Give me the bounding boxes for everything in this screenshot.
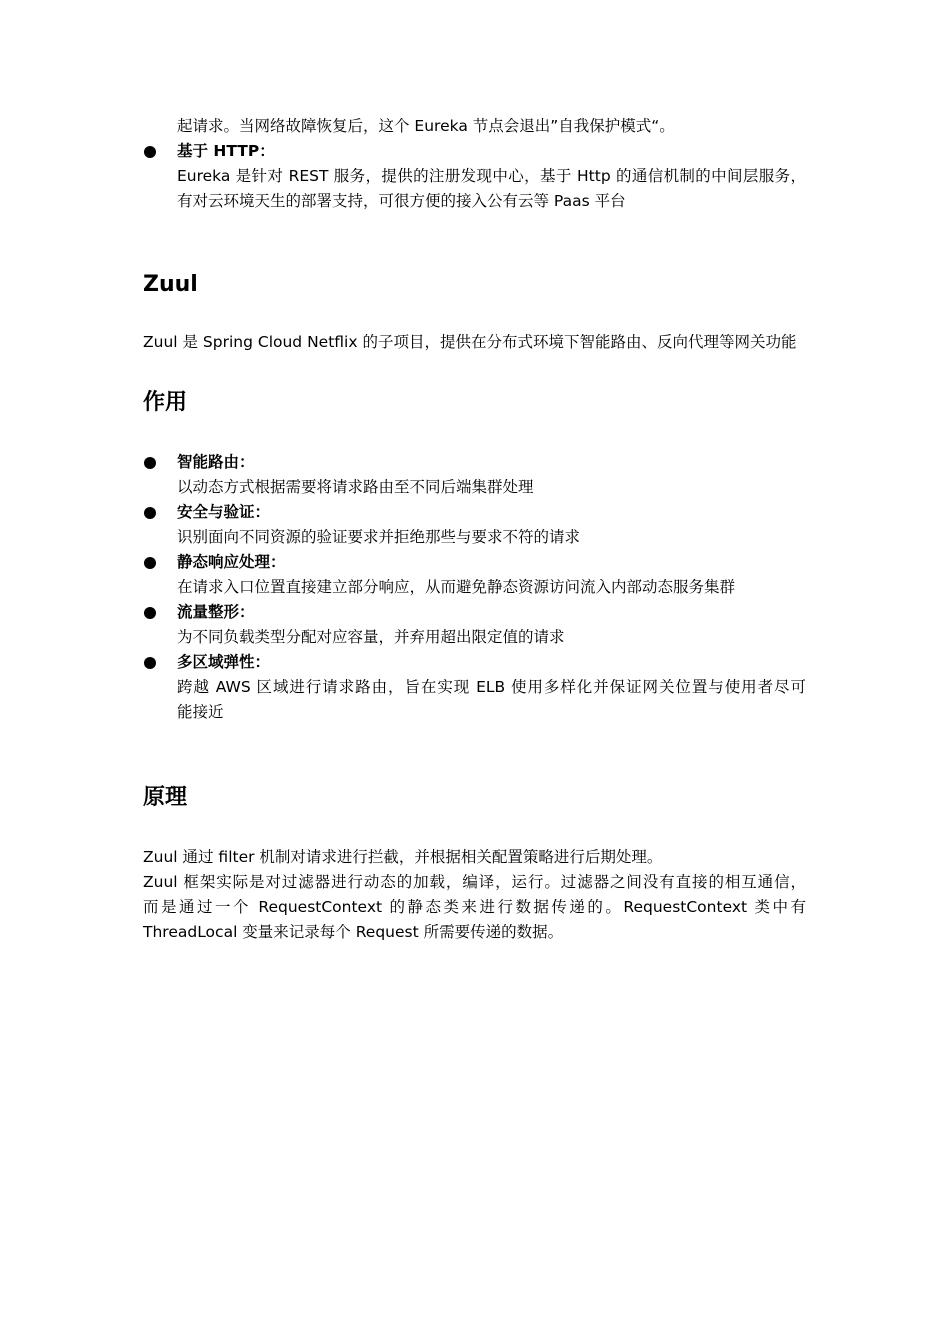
bullet-icon <box>144 657 156 669</box>
purpose-item-title: 智能路由： <box>177 453 255 471</box>
http-item-desc-line-1: Eureka 是针对 REST 服务，提供的注册发现中心，基于 Http 的通信机制的中间层服务， <box>177 167 806 185</box>
purpose-item-desc: 能接近 <box>177 703 224 721</box>
eureka-paragraph-tail: 起请求。当网络故障恢复后，这个 Eureka 节点会退出”自我保护模式“。 <box>177 117 675 135</box>
purpose-item-desc: 跨越 AWS 区域进行请求路由，旨在实现 ELB 使用多样化并保证网关位置与使用者尽可 <box>177 678 806 696</box>
purpose-item-desc: 识别面向不同资源的验证要求并拒绝那些与要求不符的请求 <box>177 528 581 546</box>
principle-heading: 原理 <box>143 785 188 810</box>
bullet-icon <box>144 146 156 158</box>
principle-line: Zuul 框架实际是对过滤器进行动态的加载，编译，运行。过滤器之间没有直接的相互通信， <box>143 873 806 891</box>
bullet-icon <box>144 507 156 519</box>
purpose-item-title: 静态响应处理： <box>177 553 286 571</box>
purpose-item-desc: 以动态方式根据需要将请求路由至不同后端集群处理 <box>177 478 534 496</box>
bullet-icon <box>144 457 156 469</box>
purpose-item-title: 流量整形： <box>177 603 255 621</box>
http-item-title: 基于 HTTP： <box>177 142 275 160</box>
purpose-item-desc: 为不同负载类型分配对应容量，并弃用超出限定值的请求 <box>177 628 565 646</box>
zuul-intro: Zuul 是 Spring Cloud Netflix 的子项目，提供在分布式环境下智能路由、反向代理等网关功能 <box>143 333 797 351</box>
http-item-desc-line-2: 有对云环境天生的部署支持，可很方便的接入公有云等 Paas 平台 <box>177 192 626 210</box>
principle-line: 而是通过一个 RequestContext 的静态类来进行数据传递的。RequestContext 类中有 <box>143 898 806 916</box>
purpose-item-title: 安全与验证： <box>177 503 271 521</box>
principle-line: Zuul 通过 filter 机制对请求进行拦截，并根据相关配置策略进行后期处理。 <box>143 848 663 866</box>
purpose-item-title: 多区域弹性： <box>177 653 271 671</box>
purpose-heading: 作用 <box>143 390 188 415</box>
principle-line: ThreadLocal 变量来记录每个 Request 所需要传递的数据。 <box>143 923 564 941</box>
bullet-icon <box>144 557 156 569</box>
bullet-icon <box>144 607 156 619</box>
purpose-item-desc: 在请求入口位置直接建立部分响应，从而避免静态资源访问流入内部动态服务集群 <box>177 578 736 596</box>
zuul-heading: Zuul <box>143 272 198 297</box>
